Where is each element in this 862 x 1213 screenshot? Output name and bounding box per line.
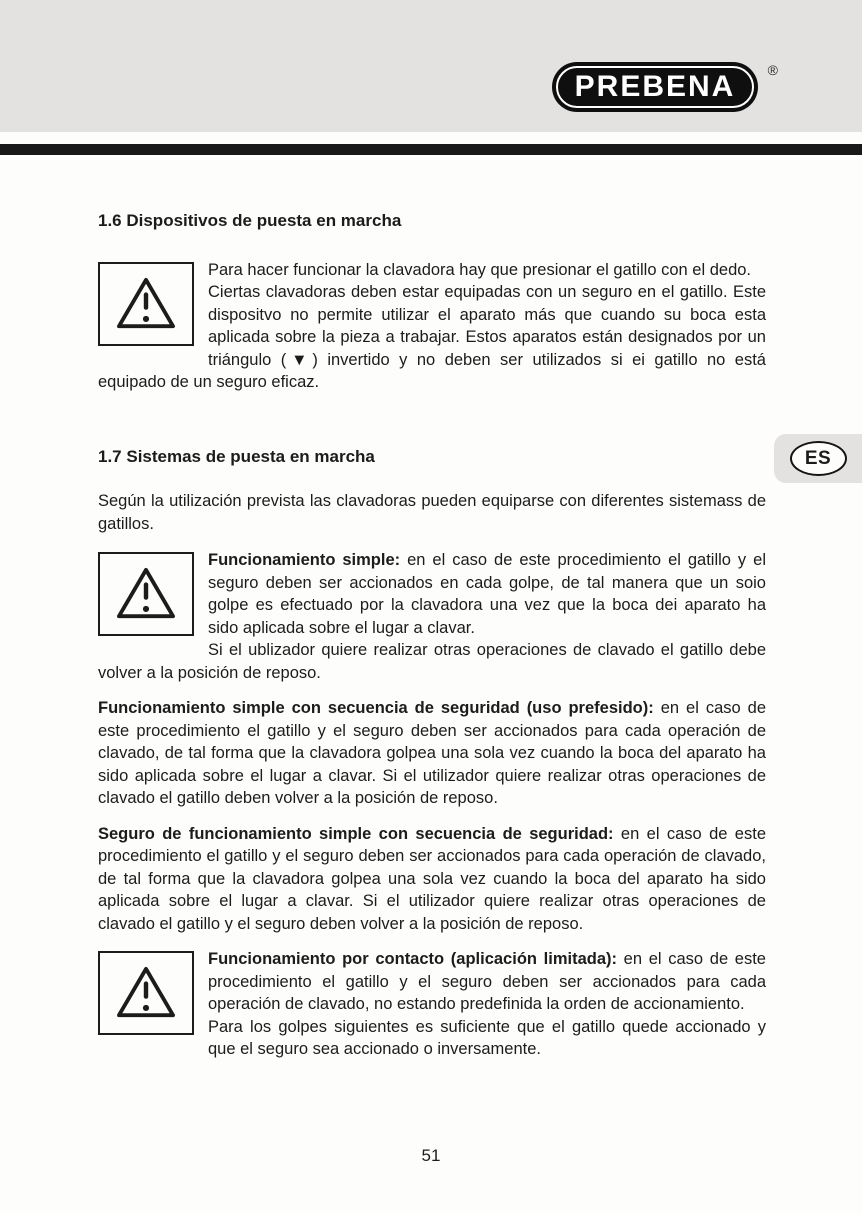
funcionamiento-simple-paragraph (98, 549, 766, 639)
section-1-6-paragraph-2: Ciertas clavadoras deben estar equipadas con un seguro en el gatillo. Este dispositvo no permite utilizar el aparato más que cuando su boca esta aplicada sobre la pieza a trabajar. Estos aparatos están designados por un triángulo (▼) invertido y no deben ser utilizados si ei gatillo no está equipado de un seguro eficaz. (98, 283, 766, 391)
section-1-6-block (98, 259, 766, 394)
funcionamiento-contacto-paragraph (98, 948, 766, 1016)
language-badge: ES (790, 441, 847, 476)
funcionamiento-simple-follow: Si el ublizador quiere realizar otras operaciones de clavado el gatillo debe volver a la posición de reposo. (98, 641, 766, 682)
paragraph-body: en el caso de este procedimiento el gatillo y el seguro deben ser accionados para cada operación de clavado, de tal forma que la clavadora golpea una sola vez cuando la boca del aparato ha sido aplicada sobre el lugar a clavar. Si el utilizador quiere realizar otras operaciones de clavado el gatillo y el seguro deben volver a la posición de reposo. (98, 824, 766, 933)
seguro-funcionamiento-paragraph (98, 823, 766, 936)
section-1-6-title: 1.6 Dispositivos de puesta en marcha (98, 211, 402, 230)
brand-logo (552, 62, 758, 112)
funcionamiento-contacto-follow: Para los golpes siguientes es suficiente que el gatillo quede accionado y que el seguro sea accionado o inversamente. (208, 1017, 766, 1058)
section-1-7-intro: Según la utilización prevista las clavadoras pueden equiparse con diferentes sistemass de gatillos. (98, 492, 766, 533)
paragraph-body: en el caso de este procedimiento el gatillo y el seguro deben ser accionados en cada golpe, de tal manera que un soio golpe es efectuado por la clavadora una vez que la boca dei aparato ha sido aplicada sobre el lugar a clavar. (208, 551, 766, 637)
page-content (98, 210, 766, 1061)
divider-bar (0, 144, 862, 155)
paragraph-lead: Funcionamiento simple: (208, 551, 401, 569)
paragraph-lead: Funcionamiento simple con secuencia de seguridad (uso prefesido): (98, 699, 654, 717)
warning-triangle-icon (98, 951, 194, 1035)
brand-logo-text: PREBENA (574, 70, 736, 103)
section-1-7-title: 1.7 Sistemas de puesta en marcha (98, 446, 375, 466)
funcionamiento-simple-block (98, 549, 766, 684)
page-number: 51 (421, 1146, 441, 1165)
warning-triangle-icon (98, 262, 194, 346)
secuencia-seguridad-paragraph (98, 697, 766, 810)
section-1-6-paragraph-1: Para hacer funcionar la clavadora hay que presionar el gatillo con el dedo. (208, 260, 752, 279)
paragraph-lead: Funcionamiento por contacto (aplicación limitada): (208, 950, 617, 968)
language-tab (774, 434, 862, 483)
paragraph-lead: Seguro de funcionamiento simple con secuencia de seguridad: (98, 824, 614, 843)
paragraph-body: en el caso de este procedimiento el gatillo y el seguro deben ser accionados para cada operación de clavado, de tal forma que la clavadora golpea una sola vez cuando la boca del aparato ha sido aplicada sobre el lugar a clavar. Si el utilizador quiere realizar otras operaciones de clavado el gatillo deben volver a la posición de reposo. (98, 699, 766, 807)
paragraph-body: en el caso de este procedimiento el gatillo y el seguro deben ser accionados para cada operación de clavado, no estando predefinida la orden de accionamiento. (208, 950, 766, 1013)
registered-trademark-symbol: ® (767, 62, 778, 78)
funcionamiento-contacto-block (98, 948, 766, 1061)
warning-triangle-icon (98, 552, 194, 636)
